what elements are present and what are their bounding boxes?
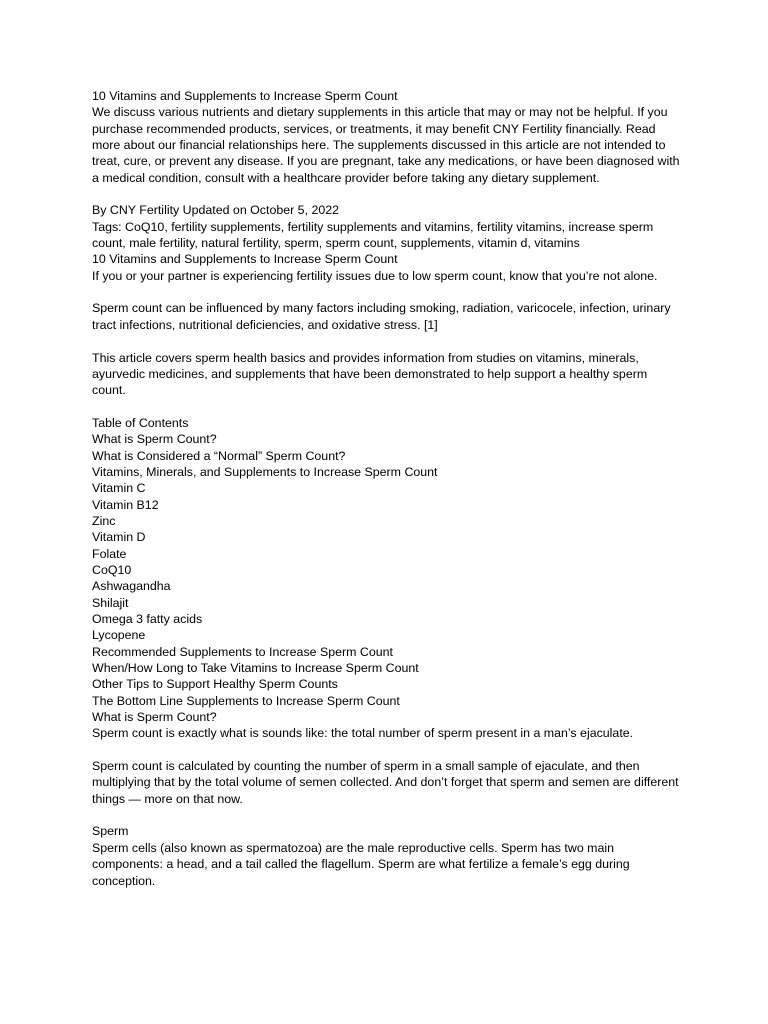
toc-item: Vitamin C xyxy=(92,481,146,496)
paragraph-gap xyxy=(92,186,682,202)
tags-line: Tags: CoQ10, fertility supplements, fertility supplements and vitamins, fertility vitamins, increase sperm count, male fertility, natural fertility, sperm, sperm count, supplements, vitamin d, vitamins xyxy=(92,219,657,251)
toc-item: Vitamin D xyxy=(92,530,146,545)
toc-item: When/How Long to Take Vitamins to Increase Sperm Count xyxy=(92,661,419,676)
toc-item: Omega 3 fatty acids xyxy=(92,612,203,626)
article-title-repeat: 10 Vitamins and Supplements to Increase Sperm Count xyxy=(92,252,398,267)
toc-item: The Bottom Line Supplements to Increase Sperm Count xyxy=(92,693,400,708)
toc-item: Other Tips to Support Healthy Sperm Counts xyxy=(92,677,338,692)
paragraph-gap xyxy=(92,333,682,349)
paragraph-gap xyxy=(92,284,682,300)
sperm-paragraph: Sperm cells (also known as spermatozoa) are the male reproductive cells. Sperm has two main components: a head, and a tail called the flagellum. Sperm are what fertilize a female’s egg during conception. xyxy=(92,840,634,888)
toc-item: What is Considered a “Normal” Sperm Count? xyxy=(92,448,346,463)
document-page xyxy=(92,88,682,889)
intro-paragraph-3: This article covers sperm health basics and provides information from studies on vitamins, minerals, ayurvedic medicines, and supplements that have been demonstrated to help support a healthy sperm count. xyxy=(92,350,651,398)
toc-item: Shilajit xyxy=(92,595,129,610)
toc-item: Vitamin B12 xyxy=(92,497,159,512)
intro-paragraph-2: Sperm count can be influenced by many factors including smoking, radiation, varicocele, infection, urinary tract infections, nutritional deficiencies, and oxidative stress. [1] xyxy=(92,301,674,332)
intro-paragraph-1: If you or your partner is experiencing fertility issues due to low sperm count, know that you’re not alone. xyxy=(92,268,658,283)
byline: By CNY Fertility Updated on October 5, 2022 xyxy=(92,203,340,218)
paragraph-gap xyxy=(92,399,682,415)
article-title: 10 Vitamins and Supplements to Increase Sperm Count xyxy=(92,89,398,103)
toc-heading: Table of Contents xyxy=(92,415,189,430)
paragraph-gap xyxy=(92,742,682,758)
section-paragraph-1: Sperm count is exactly what is sounds like: the total number of sperm present in a man’s ejaculate. xyxy=(92,726,634,741)
disclaimer-paragraph: We discuss various nutrients and dietary supplements in this article that may or may not be helpful. If you purchase recommended products, services, or treatments, it may benefit CNY Fertility financially. Read more about our financial relationships here. The supplements discussed in this article are not intended to treat, cure, or prevent any disease. If you are pregnant, take any medications, or have been diagnosed with a medical condition, consult with a healthcare provider before taking any dietary supplement. xyxy=(92,105,683,185)
section-paragraph-2: Sperm count is calculated by counting the number of sperm in a small sample of ejaculate, and then multiplying that by the total volume of semen collected. And don’t forget that sperm and semen are different things — more on that now. xyxy=(92,759,683,806)
toc-item: What is Sperm Count? xyxy=(92,432,217,447)
section-heading: What is Sperm Count? xyxy=(92,710,217,725)
toc-item: CoQ10 xyxy=(92,562,132,577)
toc-item: Folate xyxy=(92,546,127,561)
toc-item: Recommended Supplements to Increase Sperm Count xyxy=(92,644,393,659)
toc-item: Lycopene xyxy=(92,628,146,643)
toc-item: Ashwagandha xyxy=(92,579,171,594)
toc-item: Zinc xyxy=(92,513,116,528)
paragraph-gap xyxy=(92,807,682,823)
sperm-heading: Sperm xyxy=(92,824,129,839)
toc-item: Vitamins, Minerals, and Supplements to Increase Sperm Count xyxy=(92,464,438,479)
